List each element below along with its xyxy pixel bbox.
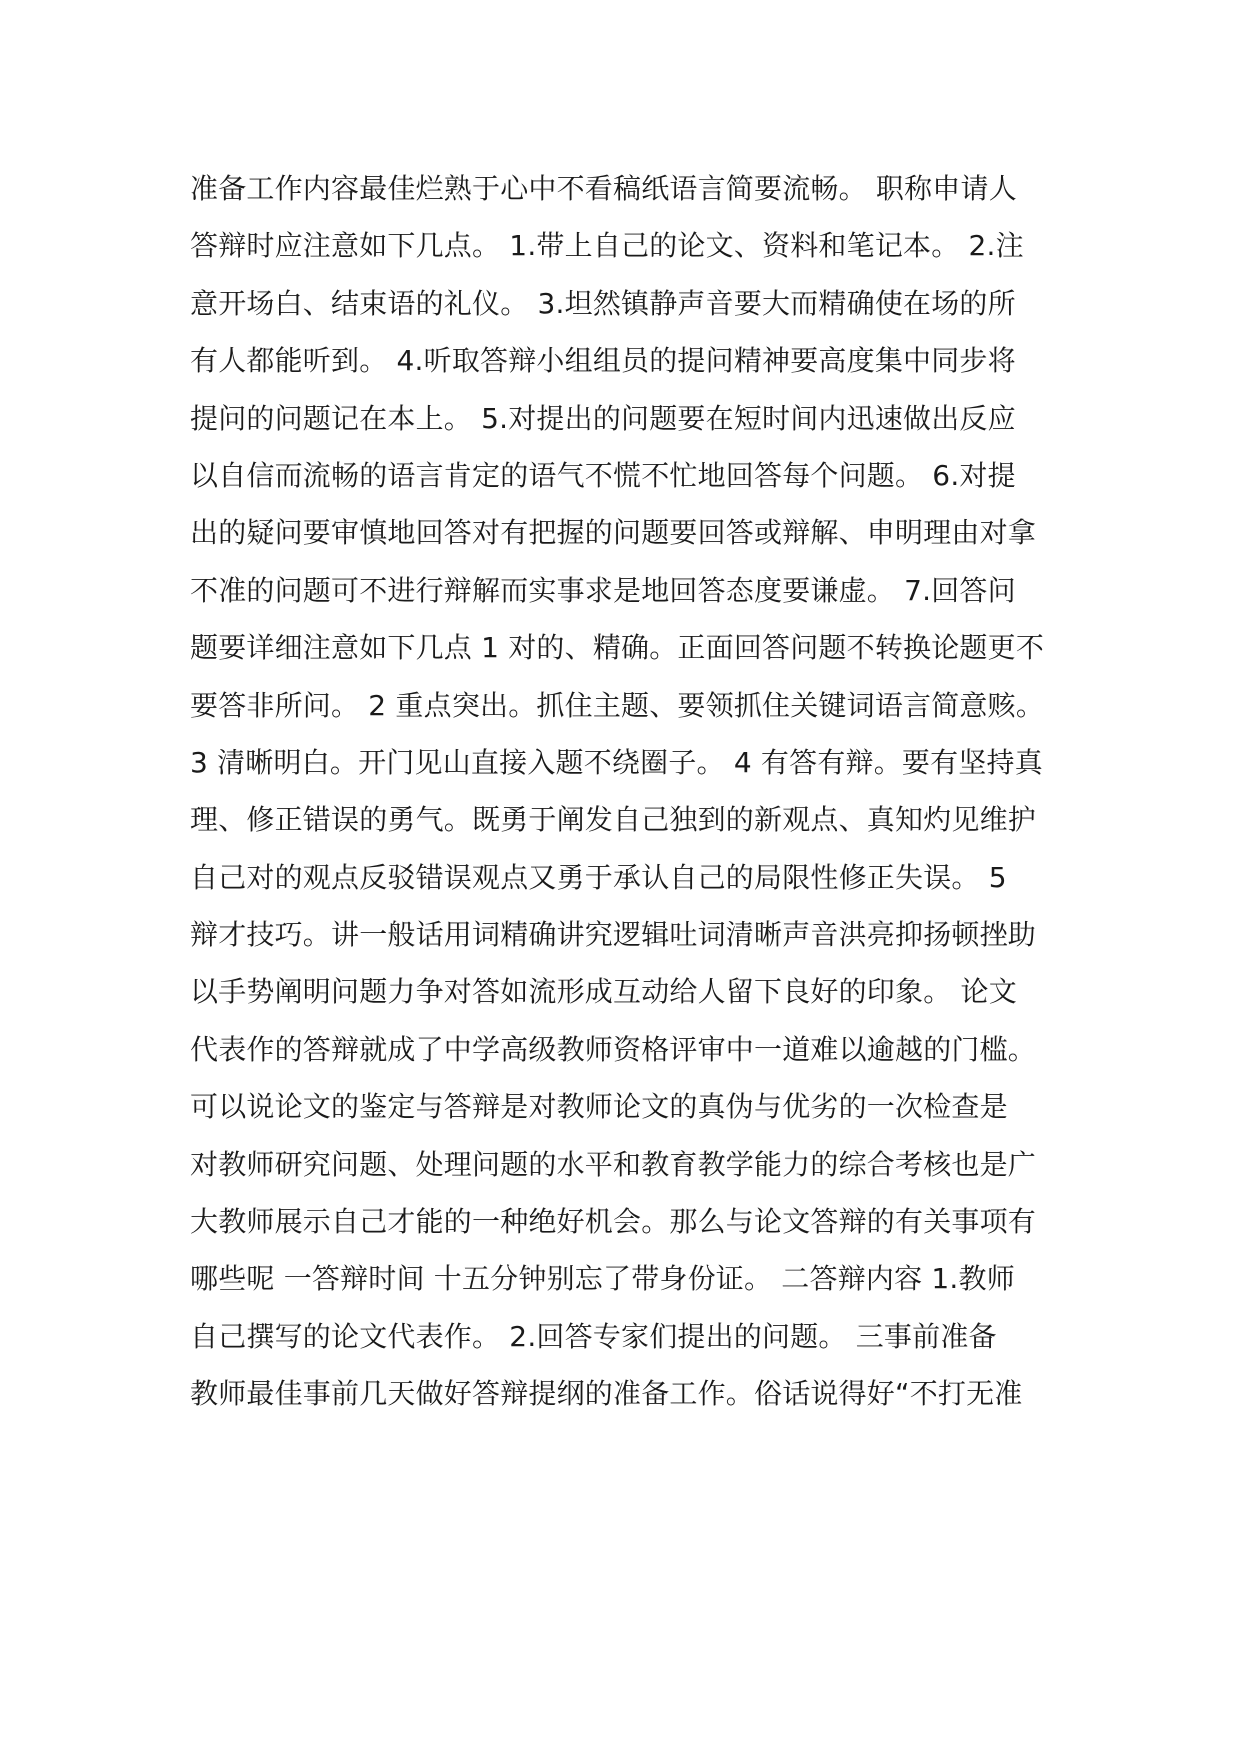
text-line: 哪些呢 一答辩时间 十五分钟别忘了带身份证。 二答辩内容 1.教师 (190, 1262, 1015, 1296)
text-line: 答辩时应注意如下几点。 1.带上自己的论文、资料和笔记本。 2.注 (190, 229, 1024, 263)
text-line: 以手势阐明问题力争对答如流形成互动给人留下良好的印象。 论文 (190, 975, 1017, 1009)
text-line: 自己对的观点反驳错误观点又勇于承认自己的局限性修正失误。 5 (190, 860, 1007, 894)
text-line: 对教师研究问题、处理问题的水平和教育教学能力的综合考核也是广 (190, 1147, 1037, 1181)
body-text (190, 160, 1070, 1423)
text-line: 有人都能听到。 4.听取答辩小组组员的提问精神要高度集中同步将 (190, 344, 1016, 378)
text-line: 以自信而流畅的语言肯定的语气不慌不忙地回答每个问题。 6.对提 (190, 458, 1016, 492)
text-line: 要答非所问。 2 重点突出。抓住主题、要领抓住关键词语言简意赅。 (190, 688, 1045, 722)
text-line: 准备工作内容最佳烂熟于心中不看稿纸语言简要流畅。 职称申请人 (190, 172, 1017, 205)
text-line: 可以说论文的鉴定与答辩是对教师论文的真伪与优劣的一次检查是 (190, 1090, 1008, 1124)
text-line: 出的疑问要审慎地回答对有把握的问题要回答或辩解、申明理由对拿 (190, 516, 1037, 550)
text-line: 题要详细注意如下几点 1 对的、精确。正面回答问题不转换论题更不 (190, 631, 1045, 665)
text-line: 理、修正错误的勇气。既勇于阐发自己独到的新观点、真知灼见维护 (190, 803, 1037, 837)
text-line: 教师最佳事前几天做好答辩提纲的准备工作。俗话说得好“不打无准 (190, 1377, 1023, 1411)
text-line: 大教师展示自己才能的一种绝好机会。那么与论文答辩的有关事项有 (190, 1205, 1037, 1239)
text-line: 3 清晰明白。开门见山直接入题不绕圈子。 4 有答有辩。要有坚持真 (190, 745, 1043, 779)
text-line: 代表作的答辩就成了中学高级教师资格评审中一道难以逾越的门槛。 (190, 1032, 1037, 1066)
text-line: 辩才技巧。讲一般话用词精确讲究逻辑吐词清晰声音洪亮抑扬顿挫助 (190, 918, 1037, 952)
text-line: 提问的问题记在本上。 5.对提出的问题要在短时间内迅速做出反应 (190, 401, 1016, 435)
text-line: 不准的问题可不进行辩解而实事求是地回答态度要谦虚。 7.回答问 (190, 573, 1016, 607)
text-line: 意开场白、结束语的礼仪。 3.坦然镇静声音要大而精确使在场的所 (190, 286, 1016, 320)
text-line: 自己撰写的论文代表作。 2.回答专家们提出的问题。 三事前准备 (190, 1319, 997, 1353)
